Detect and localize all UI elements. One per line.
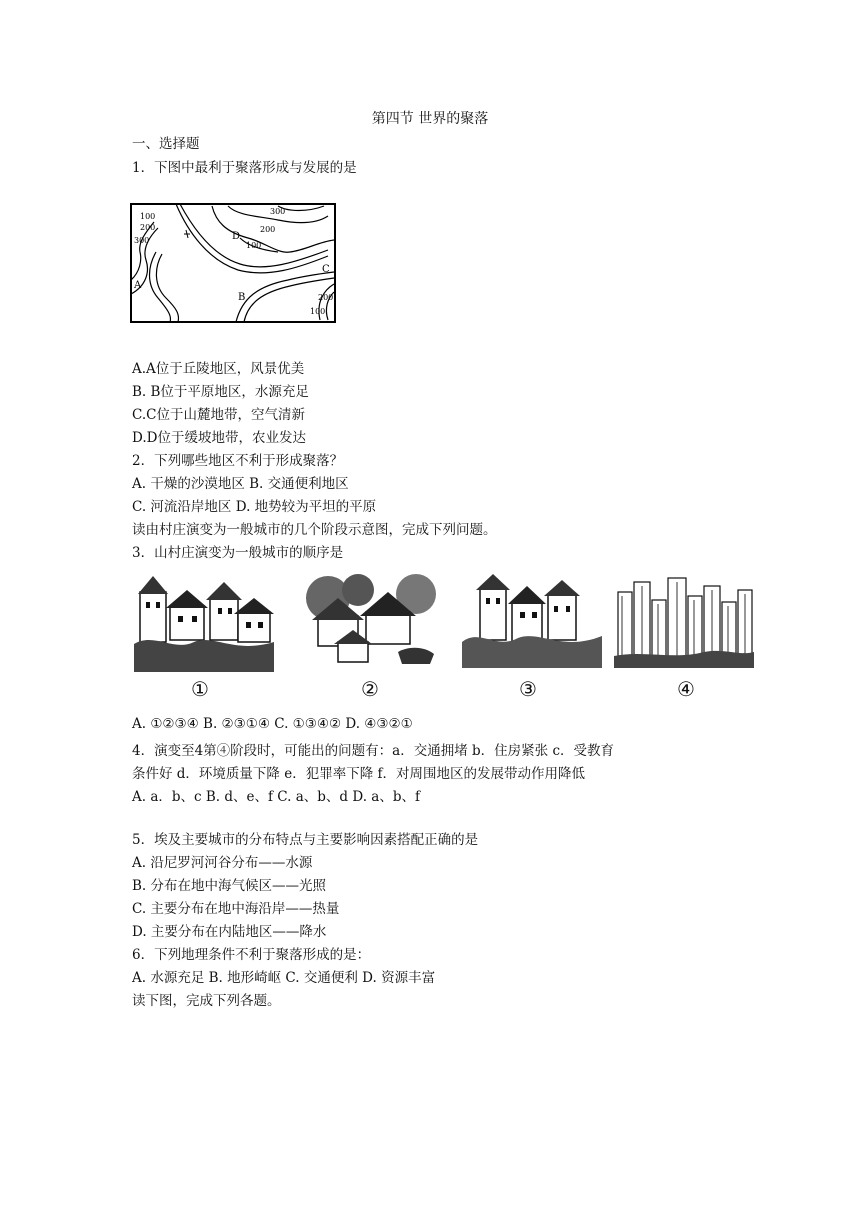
point-label-d: D: [232, 231, 241, 242]
contour-label: 100: [310, 307, 326, 316]
q5-option-d: D. 主要分布在内陆地区——降水: [132, 924, 327, 940]
point-label-b: B: [238, 292, 246, 303]
stage-picture-2: [298, 572, 448, 672]
contour-label: 200: [318, 293, 334, 302]
q6-options: A. 水源充足 B. 地形崎岖 C. 交通便利 D. 资源丰富: [132, 970, 436, 986]
stage-label-3: ③: [519, 677, 537, 701]
q1-option-a: A.A位于丘陵地区，风景优美: [132, 361, 305, 377]
stage-picture-4: [614, 572, 754, 672]
question-6-stem: 6．下列地理条件不利于聚落形成的是：: [132, 947, 371, 963]
q1-option-b: B. B位于平原地区，水源充足: [132, 384, 309, 400]
question-4-line-2: 条件好 d．环境质量下降 e．犯罪率下降 f．对周围地区的发展带动作用降低: [132, 766, 586, 782]
stage-picture-1: [134, 572, 274, 672]
contour-label: 100: [140, 212, 156, 221]
contour-label: 300: [134, 236, 150, 245]
stage-label-1: ①: [191, 677, 209, 701]
q5-option-b: B. 分布在地中海气候区——光照: [132, 878, 327, 894]
point-label-c: C: [322, 264, 330, 275]
q5-option-a: A. 沿尼罗河河谷分布——水源: [132, 855, 313, 871]
contour-map-figure: [128, 202, 338, 326]
question-2-stem: 2．下列哪些地区不利于形成聚落？: [132, 453, 344, 469]
q1-option-d: D.D位于缓坡地带，农业发达: [132, 430, 306, 446]
question-5-stem: 5．埃及主要城市的分布特点与主要影响因素搭配正确的是: [132, 832, 479, 848]
q2-options-line-1: A. 干燥的沙漠地区 B. 交通便利地区: [132, 476, 349, 492]
page-title: 第四节 世界的聚落: [371, 111, 489, 127]
question-4-line-1: 4．演变至4第④阶段时，可能出的问题有：a．交通拥堵 b．住房紧张 c．受教育: [132, 743, 615, 759]
stage-label-4: ④: [677, 677, 695, 701]
q2-options-line-2: C. 河流沿岸地区 D. 地势较为平坦的平原: [132, 499, 377, 515]
q1-option-c: C.C位于山麓地带，空气清新: [132, 407, 305, 423]
q5-option-c: C. 主要分布在地中海沿岸——热量: [132, 901, 340, 917]
closing-instruction: 读下图，完成下列各题。: [132, 993, 281, 1009]
contour-label: 300: [270, 207, 286, 216]
contour-label: 200: [140, 223, 156, 232]
question-1-stem: 1．下图中最利于聚落形成与发展的是: [132, 160, 357, 176]
contour-label: 100: [246, 241, 262, 250]
stage-picture-3: [462, 572, 602, 672]
q3-intro: 读由村庄演变为一般城市的几个阶段示意图，完成下列问题。: [132, 522, 497, 538]
q3-options: A. ①②③④ B. ②③①④ C. ①③④② D. ④③②①: [132, 716, 413, 732]
question-3-stem: 3．山村庄演变为一般城市的顺序是: [132, 545, 344, 561]
q4-options: A. a．b、c B. d、e、f C. a、b、d D. a、b、f: [132, 789, 420, 805]
point-label-a: A: [134, 280, 142, 291]
section-heading: 一、选择题: [132, 136, 200, 152]
stage-label-2: ②: [361, 677, 379, 701]
contour-label: 200: [260, 225, 276, 234]
